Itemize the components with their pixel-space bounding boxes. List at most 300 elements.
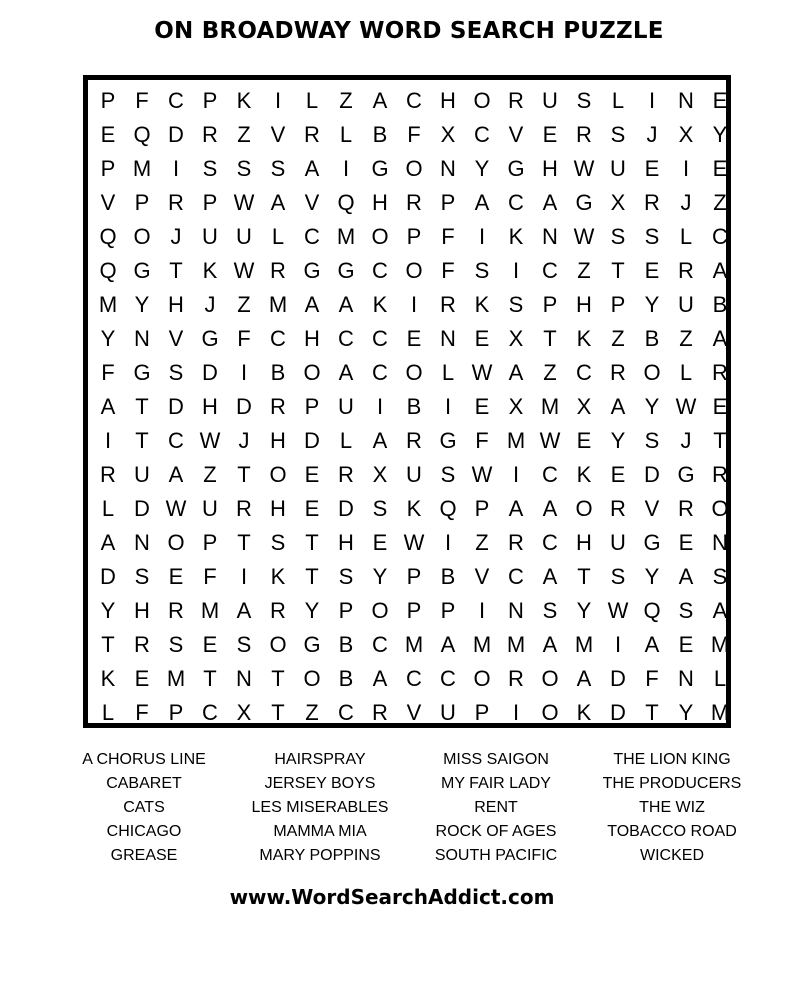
grid-cell[interactable]: F: [441, 224, 455, 249]
grid-cell[interactable]: K: [508, 224, 524, 249]
grid-cell[interactable]: A: [542, 564, 558, 589]
grid-cell[interactable]: A: [712, 326, 728, 351]
grid-cell[interactable]: L: [271, 224, 285, 249]
grid-cell[interactable]: Y: [100, 326, 116, 351]
grid-cell[interactable]: O: [575, 496, 593, 521]
grid-cell[interactable]: F: [441, 258, 455, 283]
grid-cell[interactable]: H: [372, 190, 388, 215]
grid-cell[interactable]: R: [304, 122, 320, 147]
grid-cell[interactable]: P: [474, 496, 490, 521]
grid-cell[interactable]: N: [440, 326, 456, 351]
grid-cell[interactable]: A: [338, 360, 354, 385]
grid-cell[interactable]: E: [610, 462, 626, 487]
grid-cell[interactable]: K: [202, 258, 218, 283]
grid-cell[interactable]: S: [270, 156, 286, 181]
grid-cell[interactable]: A: [508, 496, 524, 521]
grid-cell[interactable]: B: [406, 394, 422, 419]
grid-cell[interactable]: G: [575, 190, 593, 215]
grid-cell[interactable]: N: [678, 666, 694, 691]
grid-cell[interactable]: R: [440, 292, 456, 317]
grid-cell[interactable]: Y: [644, 292, 660, 317]
grid-cell[interactable]: I: [478, 224, 486, 249]
grid-cell[interactable]: P: [100, 156, 116, 181]
grid-cell[interactable]: Y: [712, 122, 728, 147]
grid-cell[interactable]: F: [101, 360, 115, 385]
grid-cell[interactable]: W: [233, 190, 255, 215]
grid-cell[interactable]: K: [406, 496, 422, 521]
grid-cell[interactable]: R: [678, 496, 694, 521]
grid-cell[interactable]: D: [100, 564, 116, 589]
grid-cell[interactable]: A: [372, 88, 388, 113]
grid-cell[interactable]: I: [682, 156, 690, 181]
grid-cell[interactable]: E: [202, 632, 218, 657]
grid-cell[interactable]: X: [610, 190, 626, 215]
grid-cell[interactable]: T: [169, 258, 183, 283]
grid-cell[interactable]: I: [614, 632, 622, 657]
grid-cell[interactable]: C: [168, 88, 184, 113]
grid-cell[interactable]: F: [135, 700, 149, 725]
grid-cell[interactable]: Y: [100, 598, 116, 623]
grid-cell[interactable]: S: [576, 88, 592, 113]
grid-cell[interactable]: S: [644, 224, 660, 249]
grid-cell[interactable]: E: [474, 326, 490, 351]
grid-cell[interactable]: K: [372, 292, 388, 317]
grid-cell[interactable]: T: [135, 394, 149, 419]
grid-cell[interactable]: V: [304, 190, 320, 215]
grid-cell[interactable]: E: [542, 122, 558, 147]
grid-cell[interactable]: M: [336, 224, 356, 249]
grid-cell[interactable]: T: [645, 700, 659, 725]
grid-cell[interactable]: A: [508, 360, 524, 385]
grid-cell[interactable]: N: [712, 530, 728, 555]
grid-cell[interactable]: Q: [99, 224, 117, 249]
grid-cell[interactable]: O: [303, 360, 321, 385]
grid-cell[interactable]: U: [202, 496, 218, 521]
grid-cell[interactable]: C: [372, 258, 388, 283]
grid-cell[interactable]: M: [710, 700, 730, 725]
grid-cell[interactable]: V: [168, 326, 184, 351]
grid-cell[interactable]: T: [611, 258, 625, 283]
grid-cell[interactable]: T: [305, 564, 319, 589]
grid-cell[interactable]: A: [270, 190, 286, 215]
grid-cell[interactable]: T: [203, 666, 217, 691]
grid-cell[interactable]: T: [543, 326, 557, 351]
grid-cell[interactable]: A: [678, 564, 694, 589]
grid-cell[interactable]: X: [508, 326, 524, 351]
grid-cell[interactable]: N: [134, 530, 150, 555]
grid-cell[interactable]: C: [372, 326, 388, 351]
grid-cell[interactable]: M: [404, 632, 424, 657]
grid-cell[interactable]: W: [471, 360, 493, 385]
grid-cell[interactable]: T: [135, 428, 149, 453]
grid-cell[interactable]: R: [406, 190, 422, 215]
grid-cell[interactable]: C: [542, 462, 558, 487]
grid-cell[interactable]: R: [508, 666, 524, 691]
grid-cell[interactable]: A: [304, 156, 320, 181]
grid-cell[interactable]: G: [303, 632, 321, 657]
grid-cell[interactable]: S: [610, 224, 626, 249]
grid-cell[interactable]: C: [542, 530, 558, 555]
grid-cell[interactable]: P: [134, 190, 150, 215]
grid-cell[interactable]: I: [410, 292, 418, 317]
grid-cell[interactable]: Z: [543, 360, 557, 385]
grid-cell[interactable]: G: [133, 258, 151, 283]
grid-cell[interactable]: G: [201, 326, 219, 351]
grid-cell[interactable]: Y: [134, 292, 150, 317]
grid-cell[interactable]: V: [644, 496, 660, 521]
grid-cell[interactable]: R: [270, 598, 286, 623]
grid-cell[interactable]: G: [133, 360, 151, 385]
grid-cell[interactable]: H: [338, 530, 354, 555]
grid-cell[interactable]: J: [646, 122, 658, 147]
grid-cell[interactable]: U: [236, 224, 252, 249]
grid-cell[interactable]: I: [342, 156, 350, 181]
grid-cell[interactable]: D: [168, 394, 184, 419]
grid-cell[interactable]: W: [607, 598, 629, 623]
grid-cell[interactable]: U: [338, 394, 354, 419]
grid-cell[interactable]: Y: [678, 700, 694, 725]
grid-cell[interactable]: B: [712, 292, 728, 317]
grid-cell[interactable]: S: [712, 564, 728, 589]
grid-cell[interactable]: N: [508, 598, 524, 623]
grid-cell[interactable]: C: [542, 258, 558, 283]
grid-cell[interactable]: Y: [644, 564, 660, 589]
grid-cell[interactable]: H: [576, 530, 592, 555]
grid-cell[interactable]: M: [200, 598, 220, 623]
grid-cell[interactable]: J: [204, 292, 216, 317]
grid-cell[interactable]: W: [573, 224, 595, 249]
grid-cell[interactable]: S: [610, 564, 626, 589]
grid-cell[interactable]: Z: [305, 700, 319, 725]
grid-cell[interactable]: K: [576, 462, 592, 487]
grid-cell[interactable]: R: [338, 462, 354, 487]
grid-cell[interactable]: U: [610, 530, 626, 555]
grid-cell[interactable]: R: [712, 462, 728, 487]
grid-cell[interactable]: K: [474, 292, 490, 317]
grid-cell[interactable]: O: [541, 666, 559, 691]
grid-cell[interactable]: O: [405, 258, 423, 283]
grid-cell[interactable]: M: [132, 156, 152, 181]
grid-cell[interactable]: A: [712, 598, 728, 623]
grid-cell[interactable]: N: [134, 326, 150, 351]
grid-cell[interactable]: I: [240, 360, 248, 385]
grid-cell[interactable]: T: [237, 530, 251, 555]
grid-cell[interactable]: A: [100, 530, 116, 555]
grid-cell[interactable]: O: [405, 360, 423, 385]
grid-cell[interactable]: A: [304, 292, 320, 317]
grid-cell[interactable]: K: [236, 88, 252, 113]
grid-cell[interactable]: P: [304, 394, 320, 419]
grid-cell[interactable]: M: [98, 292, 118, 317]
grid-cell[interactable]: I: [478, 598, 486, 623]
grid-cell[interactable]: E: [372, 530, 388, 555]
grid-cell[interactable]: T: [271, 666, 285, 691]
grid-cell[interactable]: B: [270, 360, 286, 385]
grid-cell[interactable]: Z: [577, 258, 591, 283]
grid-cell[interactable]: O: [269, 462, 287, 487]
grid-cell[interactable]: M: [540, 394, 560, 419]
grid-cell[interactable]: N: [678, 88, 694, 113]
grid-cell[interactable]: Y: [304, 598, 320, 623]
grid-cell[interactable]: T: [713, 428, 727, 453]
grid-cell[interactable]: A: [576, 666, 592, 691]
grid-cell[interactable]: S: [270, 530, 286, 555]
grid-cell[interactable]: W: [165, 496, 187, 521]
grid-cell[interactable]: A: [542, 190, 558, 215]
grid-cell[interactable]: S: [610, 122, 626, 147]
grid-cell[interactable]: M: [506, 428, 526, 453]
grid-cell[interactable]: C: [372, 360, 388, 385]
grid-cell[interactable]: S: [168, 632, 184, 657]
grid-cell[interactable]: L: [305, 88, 319, 113]
grid-cell[interactable]: P: [542, 292, 558, 317]
grid-cell[interactable]: E: [474, 394, 490, 419]
grid-cell[interactable]: U: [440, 700, 456, 725]
grid-cell[interactable]: Q: [439, 496, 457, 521]
grid-cell[interactable]: Z: [237, 292, 251, 317]
grid-cell[interactable]: R: [610, 496, 626, 521]
grid-cell[interactable]: O: [167, 530, 185, 555]
grid-cell[interactable]: R: [406, 428, 422, 453]
grid-cell[interactable]: E: [644, 156, 660, 181]
grid-cell[interactable]: X: [508, 394, 524, 419]
grid-cell[interactable]: X: [372, 462, 388, 487]
grid-cell[interactable]: C: [168, 428, 184, 453]
grid-cell[interactable]: C: [406, 88, 422, 113]
grid-cell[interactable]: C: [440, 666, 456, 691]
grid-cell[interactable]: T: [305, 530, 319, 555]
grid-cell[interactable]: Q: [99, 258, 117, 283]
grid-cell[interactable]: O: [303, 666, 321, 691]
grid-cell[interactable]: A: [100, 394, 116, 419]
grid-cell[interactable]: X: [236, 700, 252, 725]
grid-cell[interactable]: H: [270, 428, 286, 453]
grid-cell[interactable]: G: [677, 462, 695, 487]
grid-cell[interactable]: H: [440, 88, 456, 113]
grid-cell[interactable]: J: [238, 428, 250, 453]
grid-cell[interactable]: E: [304, 496, 320, 521]
grid-cell[interactable]: R: [372, 700, 388, 725]
grid-cell[interactable]: S: [168, 360, 184, 385]
grid-cell[interactable]: P: [338, 598, 354, 623]
grid-cell[interactable]: Y: [372, 564, 388, 589]
grid-cell[interactable]: Y: [474, 156, 490, 181]
grid-cell[interactable]: C: [372, 632, 388, 657]
grid-cell[interactable]: K: [576, 326, 592, 351]
grid-cell[interactable]: U: [610, 156, 626, 181]
grid-cell[interactable]: S: [644, 428, 660, 453]
grid-cell[interactable]: C: [270, 326, 286, 351]
grid-cell[interactable]: R: [100, 462, 116, 487]
grid-cell[interactable]: S: [542, 598, 558, 623]
grid-cell[interactable]: A: [610, 394, 626, 419]
grid-cell[interactable]: P: [440, 598, 456, 623]
grid-cell[interactable]: H: [576, 292, 592, 317]
grid-cell[interactable]: H: [304, 326, 320, 351]
grid-cell[interactable]: O: [473, 666, 491, 691]
grid-cell[interactable]: B: [338, 666, 354, 691]
grid-cell[interactable]: P: [202, 88, 218, 113]
grid-cell[interactable]: Q: [643, 598, 661, 623]
grid-cell[interactable]: E: [644, 258, 660, 283]
grid-cell[interactable]: P: [610, 292, 626, 317]
grid-cell[interactable]: G: [643, 530, 661, 555]
grid-cell[interactable]: S: [338, 564, 354, 589]
grid-cell[interactable]: R: [576, 122, 592, 147]
grid-cell[interactable]: A: [338, 292, 354, 317]
grid-cell[interactable]: I: [274, 88, 282, 113]
grid-cell[interactable]: H: [168, 292, 184, 317]
grid-cell[interactable]: O: [541, 700, 559, 725]
grid-cell[interactable]: R: [168, 598, 184, 623]
grid-cell[interactable]: S: [236, 632, 252, 657]
grid-cell[interactable]: G: [337, 258, 355, 283]
grid-cell[interactable]: D: [644, 462, 660, 487]
grid-cell[interactable]: V: [474, 564, 490, 589]
grid-cell[interactable]: K: [270, 564, 286, 589]
grid-cell[interactable]: A: [440, 632, 456, 657]
grid-cell[interactable]: W: [539, 428, 561, 453]
grid-cell[interactable]: C: [508, 190, 524, 215]
grid-cell[interactable]: B: [338, 632, 354, 657]
grid-cell[interactable]: F: [135, 88, 149, 113]
grid-cell[interactable]: I: [512, 258, 520, 283]
grid-cell[interactable]: W: [471, 462, 493, 487]
grid-cell[interactable]: M: [166, 666, 186, 691]
grid-cell[interactable]: L: [339, 122, 353, 147]
grid-cell[interactable]: D: [610, 666, 626, 691]
grid-cell[interactable]: C: [474, 122, 490, 147]
grid-cell[interactable]: R: [712, 360, 728, 385]
grid-cell[interactable]: E: [712, 394, 728, 419]
grid-cell[interactable]: J: [170, 224, 182, 249]
grid-cell[interactable]: E: [134, 666, 150, 691]
grid-cell[interactable]: I: [512, 462, 520, 487]
grid-cell[interactable]: X: [576, 394, 592, 419]
grid-cell[interactable]: L: [339, 428, 353, 453]
grid-cell[interactable]: Y: [576, 598, 592, 623]
grid-cell[interactable]: E: [100, 122, 116, 147]
grid-cell[interactable]: L: [611, 88, 625, 113]
grid-cell[interactable]: Z: [713, 190, 727, 215]
grid-cell[interactable]: C: [202, 700, 218, 725]
grid-cell[interactable]: F: [407, 122, 421, 147]
grid-cell[interactable]: D: [202, 360, 218, 385]
grid-cell[interactable]: C: [304, 224, 320, 249]
grid-cell[interactable]: P: [202, 190, 218, 215]
grid-cell[interactable]: C: [576, 360, 592, 385]
grid-cell[interactable]: V: [406, 700, 422, 725]
grid-cell[interactable]: R: [644, 190, 660, 215]
grid-cell[interactable]: O: [473, 88, 491, 113]
grid-cell[interactable]: P: [100, 88, 116, 113]
grid-cell[interactable]: Y: [610, 428, 626, 453]
grid-cell[interactable]: B: [440, 564, 456, 589]
grid-cell[interactable]: T: [237, 462, 251, 487]
grid-cell[interactable]: B: [372, 122, 388, 147]
grid-cell[interactable]: R: [270, 258, 286, 283]
grid-cell[interactable]: O: [269, 632, 287, 657]
grid-cell[interactable]: L: [101, 496, 115, 521]
grid-cell[interactable]: O: [133, 224, 151, 249]
grid-cell[interactable]: S: [236, 156, 252, 181]
grid-cell[interactable]: P: [440, 190, 456, 215]
grid-cell[interactable]: N: [440, 156, 456, 181]
grid-cell[interactable]: F: [475, 428, 489, 453]
grid-cell[interactable]: H: [542, 156, 558, 181]
grid-cell[interactable]: S: [474, 258, 490, 283]
grid-cell[interactable]: S: [508, 292, 524, 317]
grid-cell[interactable]: C: [338, 700, 354, 725]
grid-cell[interactable]: B: [644, 326, 660, 351]
grid-cell[interactable]: K: [576, 700, 592, 725]
grid-cell[interactable]: M: [268, 292, 288, 317]
grid-cell[interactable]: R: [202, 122, 218, 147]
grid-cell[interactable]: P: [406, 564, 422, 589]
grid-cell[interactable]: I: [104, 428, 112, 453]
grid-cell[interactable]: P: [202, 530, 218, 555]
grid-cell[interactable]: R: [678, 258, 694, 283]
grid-cell[interactable]: H: [270, 496, 286, 521]
grid-cell[interactable]: S: [678, 598, 694, 623]
grid-cell[interactable]: A: [372, 428, 388, 453]
grid-cell[interactable]: X: [440, 122, 456, 147]
grid-cell[interactable]: I: [172, 156, 180, 181]
grid-cell[interactable]: A: [542, 632, 558, 657]
grid-cell[interactable]: I: [444, 394, 452, 419]
grid-cell[interactable]: Z: [339, 88, 353, 113]
grid-cell[interactable]: Q: [337, 190, 355, 215]
grid-cell[interactable]: A: [372, 666, 388, 691]
grid-cell[interactable]: W: [403, 530, 425, 555]
grid-cell[interactable]: D: [610, 700, 626, 725]
grid-cell[interactable]: T: [101, 632, 115, 657]
grid-cell[interactable]: Z: [237, 122, 251, 147]
grid-cell[interactable]: Z: [203, 462, 217, 487]
grid-cell[interactable]: J: [680, 190, 692, 215]
grid-cell[interactable]: G: [371, 156, 389, 181]
grid-cell[interactable]: E: [168, 564, 184, 589]
grid-cell[interactable]: K: [100, 666, 116, 691]
grid-cell[interactable]: O: [371, 598, 389, 623]
grid-cell[interactable]: D: [168, 122, 184, 147]
grid-cell[interactable]: I: [444, 530, 452, 555]
grid-cell[interactable]: N: [542, 224, 558, 249]
grid-cell[interactable]: I: [648, 88, 656, 113]
grid-cell[interactable]: J: [680, 428, 692, 453]
grid-cell[interactable]: I: [512, 700, 520, 725]
grid-cell[interactable]: L: [101, 700, 115, 725]
grid-cell[interactable]: E: [406, 326, 422, 351]
grid-cell[interactable]: P: [406, 224, 422, 249]
grid-cell[interactable]: C: [712, 224, 728, 249]
grid-cell[interactable]: Q: [133, 122, 151, 147]
grid-cell[interactable]: A: [712, 258, 728, 283]
grid-cell[interactable]: R: [134, 632, 150, 657]
grid-cell[interactable]: T: [271, 700, 285, 725]
grid-cell[interactable]: M: [472, 632, 492, 657]
grid-cell[interactable]: E: [576, 428, 592, 453]
grid-cell[interactable]: P: [406, 598, 422, 623]
grid-cell[interactable]: G: [439, 428, 457, 453]
grid-cell[interactable]: E: [678, 530, 694, 555]
grid-cell[interactable]: L: [679, 224, 693, 249]
grid-cell[interactable]: U: [134, 462, 150, 487]
grid-cell[interactable]: O: [643, 360, 661, 385]
grid-cell[interactable]: A: [168, 462, 184, 487]
grid-cell[interactable]: M: [506, 632, 526, 657]
grid-cell[interactable]: O: [405, 156, 423, 181]
